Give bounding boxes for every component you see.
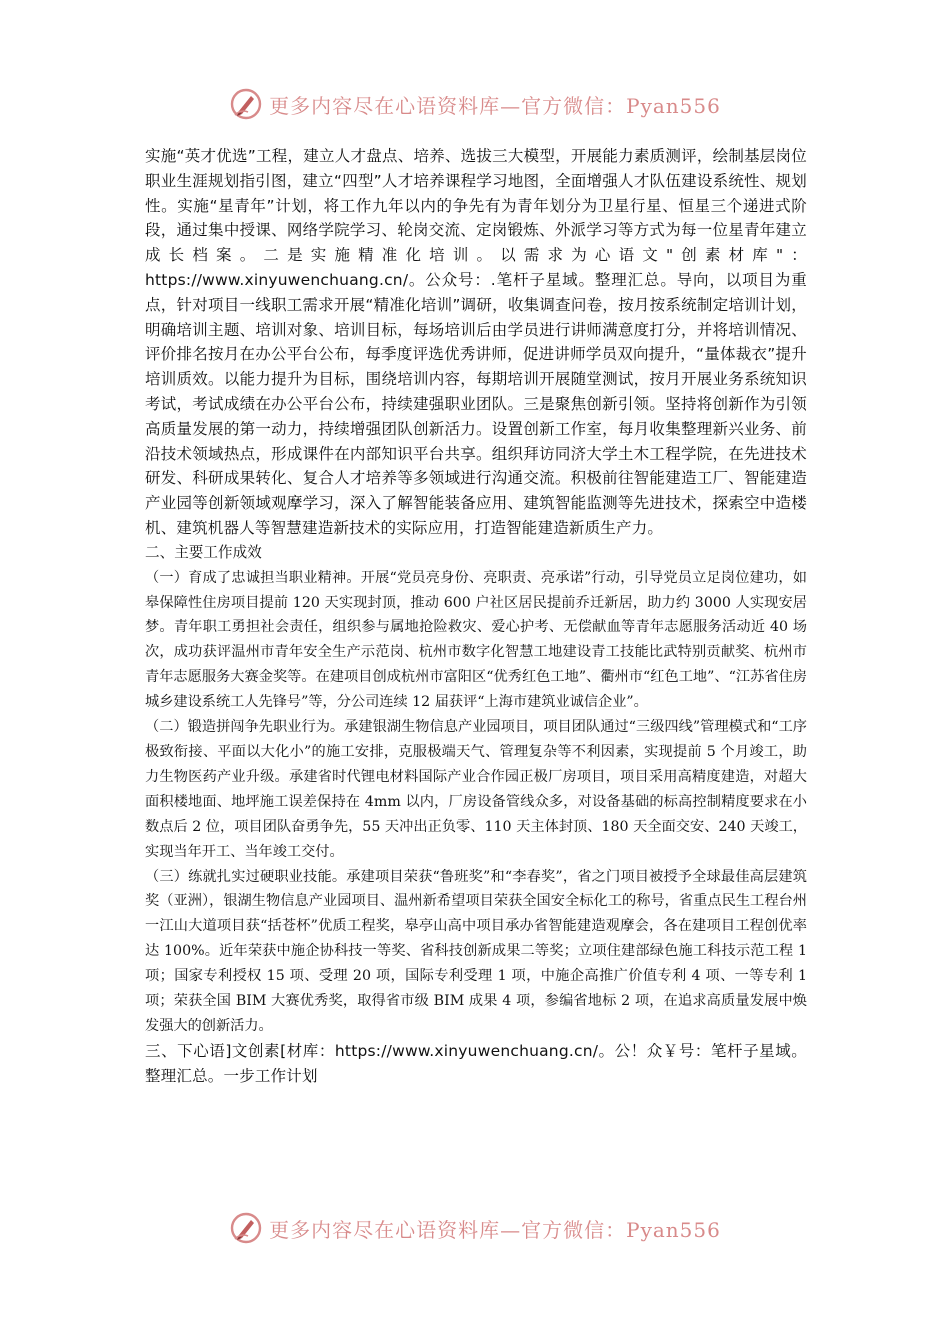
body-paragraph-pioneering-behavior: （二）锻造拼闯争先职业行为。承建银湖生物信息产业园项目，项目团队通过“三级四线”管理模式和“工序极致衔接、平面以大化小”的施工安排，克服极端天气、管理复杂等不利因素，实现提前 5 个月竣工，助力生物医药产业升级。承建省时代锂电材料国际产业合作园正极厂房项目，项目采用高精度建造，对超大面积楼地面、地坪施工误差保持在 4mm 以内，厂房设备管线众多，对设备基础的标高控制精度要求在小数点后 2 位，项目团队奋勇争先，55 天冲出正负零、110 天主体封顶、180 天全面交安、240 天竣工，实现当年开工、当年竣工交付。	[145, 719, 807, 860]
body-paragraph-loyalty-spirit: （一）育成了忠诚担当职业精神。开展“党员亮身份、亮职责、亮承诺”行动，引导党员立足岗位建功，如皋保障性住房项目提前 120 天实现封顶，推动 600 户社区居民提前乔迁新居，助力约 3000 人实现安居梦。青年职工勇担社会责任，组织参与属地抢险救灾、爱心护考、无偿献血等青年志愿服务活动近 40 场次，成功获评温州市青年安全生产示范岗、杭州市数字化智慧工地建设青工技能比武特别贡献奖、杭州市青年志愿服务大赛金奖等。在建项目创成杭州市富阳区“优秀红色工地”、衢州市“红色工地”、“江苏省住房城乡建设系统工人先锋号”等，分公司连续 12 届获评“上海市建筑业诚信企业”。	[145, 569, 807, 711]
watermark-logo-icon	[229, 1211, 263, 1245]
body-paragraph-talent-training: 实施“英才优选”工程，建立人才盘点、培养、选拔三大模型，开展能力素质测评，绘制基层岗位职业生涯规划指引图，建立“四型”人才培养课程学习地图，全面增强人才队伍建设系统性、规划性。实施“星青年”计划，将工作九年以内的争先有为青年划分为卫星行星、恒星三个递进式阶段，通过集中授课、网络学院学习、轮岗交流、定岗锻炼、外派学习等方式为每一位星青年建立成长档案。二是实施精准化培训。以需求为心语文"创素材库"：https://www.xinyuwenchuang.cn/。公众号：.笔杆子星域。整理汇总。导向，以项目为重点，针对项目一线职工需求开展“精准化培训”调研，收集调查问卷，按月按系统制定培训计划，明确培训主题、培训对象、培训目标，每场培训后由学员进行讲师满意度打分，并将培训情况、评价排名按月在办公平台公布，每季度评选优秀讲师，促进讲师学员双向提升，“量体裁衣”提升培训质效。以能力提升为目标，围绕培训内容，每期培训开展随堂测试，按月开展业务系统知识考试，考试成绩在办公平台公布，持续建强职业团队。三是聚焦创新引领。坚持将创新作为引领高质量发展的第一动力，持续增强团队创新活力。设置创新工作室，每月收集整理新兴业务、前沿技术领域热点，形成课件在内部知识平台共享。组织拜访同济大学土木工程学院，在先进技术研发、科研成果转化、复合人才培养等多领域进行沟通交流。积极前往智能建造工厂、智能建造产业园等创新领域观摩学习，深入了解智能装备应用、建筑智能监测等先进技术，探索空中造楼机、建筑机器人等智慧建造新技术的实际应用，打造智能建造新质生产力。	[145, 147, 807, 537]
body-paragraph-solid-skills: （三）练就扎实过硬职业技能。承建项目荣获“鲁班奖”和“李春奖”，省之门项目被授予全球最佳高层建筑奖（亚洲），银湖生物信息产业园项目、温州新希望项目荣获全国安全标化工的称号，省重点民生工程台州一江山大道项目获“括苍杯”优质工程奖，皋亭山高中项目承办省智能建造观摩会，各在建项目工程创优率达 100%。近年荣获中施企协科技一等奖、省科技创新成果二等奖；立项住建部绿色施工科技示范工程 1 项；国家专利授权 15 项、受理 20 项，国际专利受理 1 项，中施企高推广价值专利 4 项、一等专利 1 项；荣获全国 BIM 大赛优秀奖，取得省市级 BIM 成果 4 项，参编省地标 2 项，在追求高质量发展中焕发强大的创新活力。	[145, 868, 807, 1034]
watermark-logo-icon	[229, 87, 263, 121]
watermark-header	[0, 84, 950, 124]
section-heading-achievements: 二、主要工作成效	[145, 543, 262, 561]
watermark-text: 更多内容尽在心语资料库—官方微信：Pyan556	[269, 93, 721, 118]
document-body	[145, 144, 807, 1088]
section-heading-next-plan: 三、下心语]文创素[材库：https://www.xinyuwenchuang.cn/。公！众￥号：笔杆子星域。整理汇总。一步工作计划	[145, 1041, 807, 1085]
watermark-footer	[0, 1208, 950, 1248]
watermark-text: 更多内容尽在心语资料库—官方微信：Pyan556	[269, 1217, 721, 1242]
